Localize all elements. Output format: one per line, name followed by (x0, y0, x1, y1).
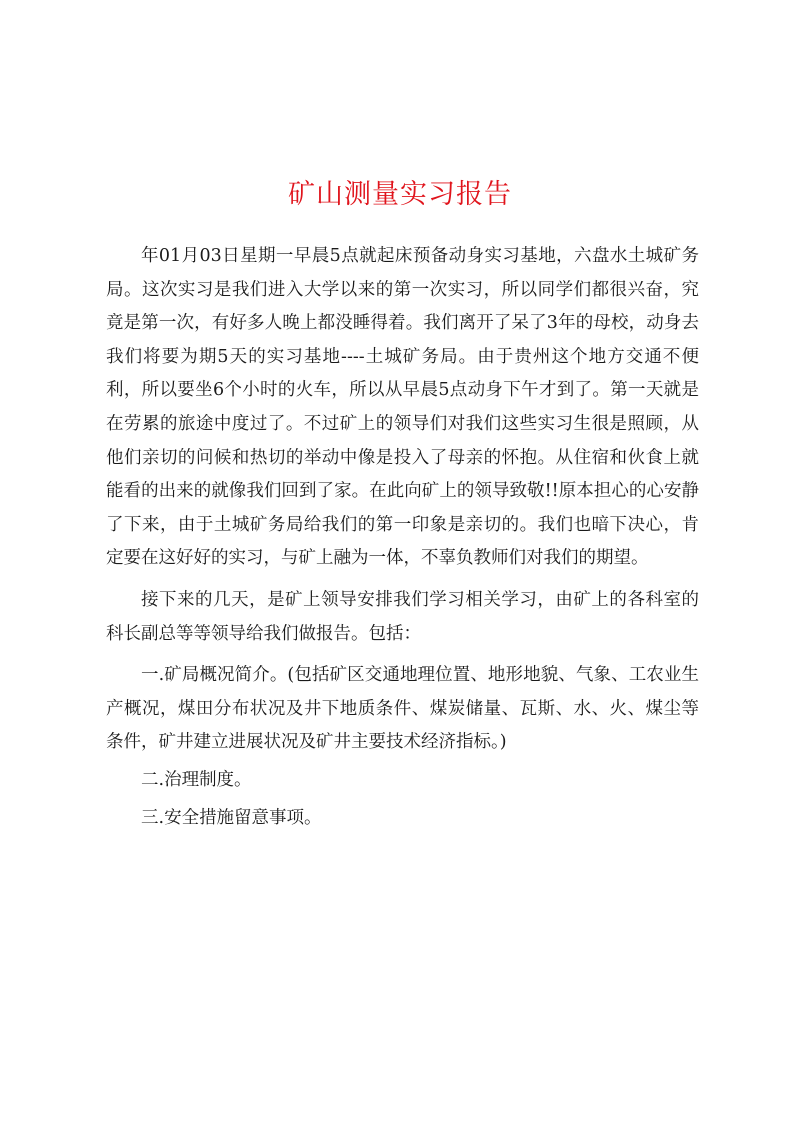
document-title: 矿山测量实习报告 (288, 179, 512, 210)
paragraph-item-2: 二.治理制度。 (141, 769, 252, 790)
paragraph-schedule: 接下来的几天，是矿上领导安排我们学习相关学习，由矿上的各科室的科长副总等等领导给我们做报告。包括： (106, 589, 699, 644)
paragraph-intro: 年01月03日星期一早晨5点就起床预备动身实习基地，六盘水土城矿务局。这次实习是我们进入大学以来的第一次实习，所以同学们都很兴奋，究竟是第一次，有好多人晚上都没睡得着。我们离开了呆了3年的母校，动身去我们将要为期5天的实习基地----土城矿务局。由于贵州这个地方交通不便利，所以要坐6个小时的火车，所以从早晨5点动身下午才到了。第一天就是在劳累的旅途中度过了。不过矿上的领导们对我们这些实习生很是照顾，从他们亲切的问候和热切的举动中像是投入了母亲的怀抱。从住宿和伙食上就能看的出来的就像我们回到了家。在此向矿上的领导致敬!!原本担心的心安静了下来，由于土城矿务局给我们的第一印象是亲切的。我们也暗下决心，肯定要在这好好的实习，与矿上融为一体，不辜负教师们对我们的期望。 (106, 246, 699, 569)
paragraph-item-3: 三.安全措施留意事项。 (141, 807, 322, 828)
paragraph-item-1: 一.矿局概况简介。(包括矿区交通地理位置、地形地貌、气象、工农业生产概况，煤田分布状况及井下地质条件、煤炭储量、瓦斯、水、火、煤尘等条件，矿井建立进展状况及矿井主要技术经济指标。) (106, 665, 699, 753)
document-body (106, 240, 699, 835)
